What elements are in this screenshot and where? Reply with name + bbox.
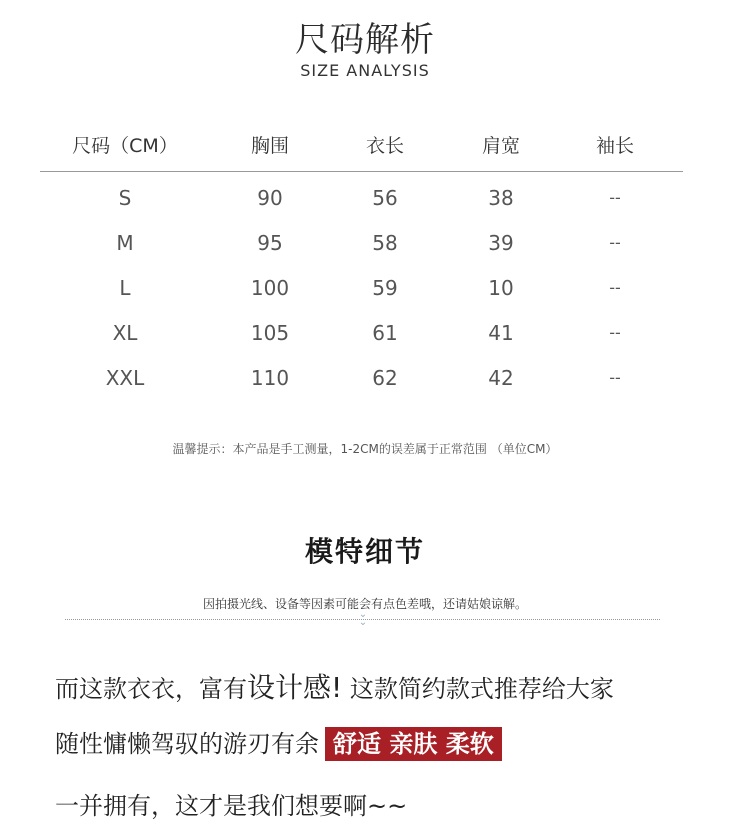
color-difference-note: 因拍摄光线、设备等因素可能会有点色差哦，还请姑娘谅解。 [202, 597, 527, 611]
length-cell: 59 [372, 276, 398, 300]
model-details-title: 模特细节 [304, 535, 425, 568]
description-text: 随性慵懒驾驭的游刃有余 [55, 730, 319, 758]
description-line-2 [55, 724, 502, 761]
shoulder-cell: 41 [488, 321, 514, 345]
header-length: 衣长 [365, 135, 404, 157]
table-row [40, 352, 683, 397]
table-row [40, 217, 683, 262]
chest-cell: 90 [257, 186, 283, 210]
page-title: 尺码解析 [295, 20, 435, 60]
chest-cell: 100 [250, 276, 290, 300]
size-cell: L [119, 276, 131, 300]
sleeve-cell: -- [609, 323, 621, 342]
feature-highlight-badge: 舒适 亲肤 柔软 [325, 727, 502, 761]
chest-cell: 110 [250, 366, 290, 390]
size-cell: S [118, 186, 132, 210]
table-row [40, 172, 683, 217]
length-cell: 61 [372, 321, 398, 345]
sleeve-cell: -- [609, 368, 621, 387]
sleeve-cell: -- [609, 278, 621, 297]
size-cell: XL [112, 321, 138, 345]
shoulder-cell: 38 [488, 186, 514, 210]
shoulder-cell: 42 [488, 366, 514, 390]
size-cell: M [116, 231, 134, 255]
table-row [40, 262, 683, 307]
page-subtitle: SIZE ANALYSIS [300, 61, 430, 80]
table-row [40, 307, 683, 352]
description-text: 这款简约款式推荐给大家 [342, 675, 614, 703]
chevron-down-icon: ⌄ ⌄ [358, 609, 368, 628]
measurement-tip: 温馨提示：本产品是手工测量，1-2CM的误差属于正常范围 （单位CM） [172, 442, 558, 456]
design-emphasis: 设计感! [247, 671, 343, 704]
description-text: 而这款衣衣，富有 [55, 675, 247, 703]
length-cell: 58 [372, 231, 398, 255]
header-size: 尺码（CM） [72, 135, 178, 157]
shoulder-cell: 39 [488, 231, 514, 255]
description-line-1 [55, 666, 614, 706]
size-table-header [40, 128, 683, 172]
sleeve-cell: -- [609, 188, 621, 207]
description-line-3: 一并拥有，这才是我们想要啊~~ [55, 792, 408, 820]
shoulder-cell: 10 [488, 276, 514, 300]
chest-cell: 95 [257, 231, 283, 255]
size-table [40, 128, 683, 397]
chest-cell: 105 [250, 321, 290, 345]
length-cell: 62 [372, 366, 398, 390]
header-sleeve: 袖长 [595, 135, 634, 157]
header-shoulder: 肩宽 [481, 135, 520, 157]
size-cell: XXL [105, 366, 145, 390]
header-chest: 胸围 [250, 135, 289, 157]
length-cell: 56 [372, 186, 398, 210]
sleeve-cell: -- [609, 233, 621, 252]
